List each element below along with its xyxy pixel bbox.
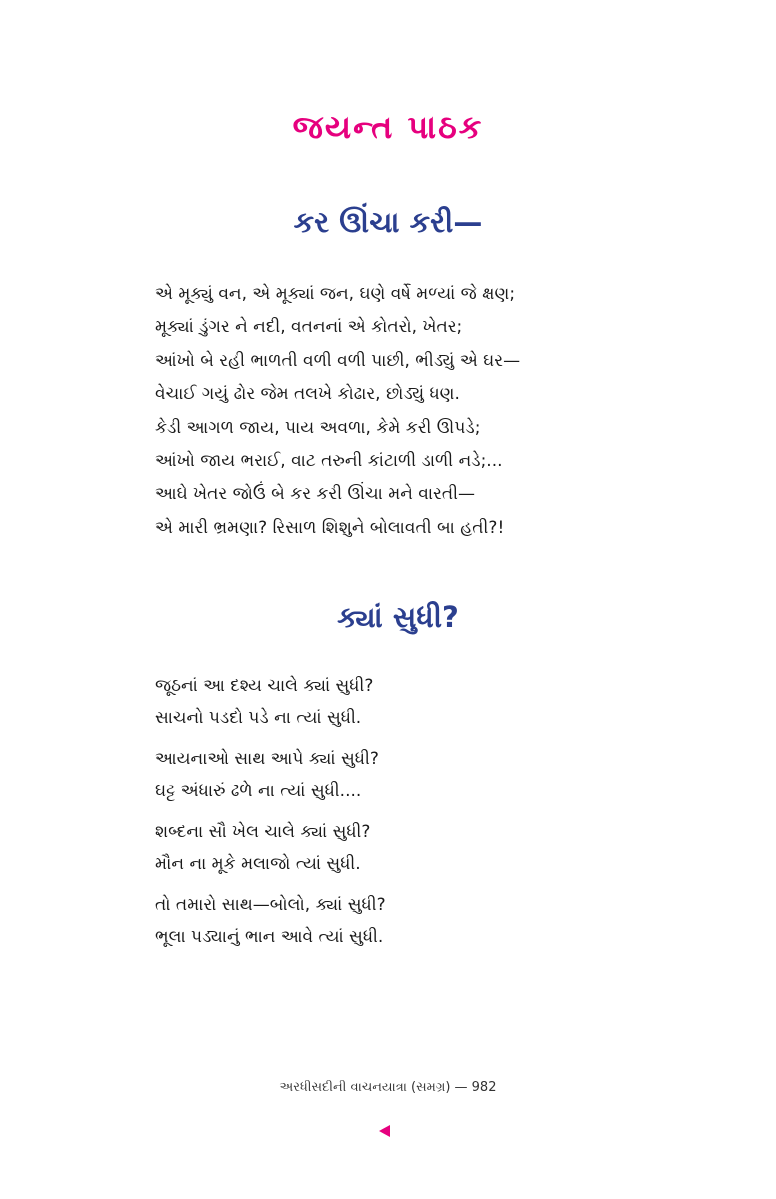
verse-line: વેચાઈ ગયું ઢોર જેમ તલખે કોઢાર, છોડ્યું ધણ. — [155, 384, 460, 405]
verse-line: મૂક્યાં ડુંગર ને નદી, વતનનાં એ કોતરો, ખેતર; — [155, 317, 463, 338]
verse-line: મૌન ના મૂકે મલાજો ત્યાં સુધી. — [155, 853, 361, 874]
verse-line: આંખો બે રહી ભાળતી વળી વળી પાછી, ભીડ્યું એ ઘર— — [155, 350, 521, 371]
poem-verses — [155, 278, 520, 545]
author-name: જયન્ત પાઠક — [292, 108, 484, 146]
stanza — [155, 817, 386, 880]
verse-line: શબ્દના સૌ ખેલ ચાલે ક્યાં સુધી? — [155, 822, 371, 842]
poem-title: ક્યાં સુધી? — [337, 600, 459, 634]
stanza — [155, 890, 386, 953]
stanza — [155, 671, 386, 734]
verse-line: આંખો જાય ભરાઈ, વાટ તરુની કાંટાળી ડાળી નડે;... — [155, 450, 503, 471]
verse-line: તો તમારો સાથ—બોલો, ક્યાં સુધી? — [155, 895, 386, 915]
verse-line: એ મૂક્યું વન, એ મૂક્યાં જન, ઘણે વર્ષે મળ્યાં જે ક્ષણ; — [155, 284, 516, 304]
stanza — [155, 744, 386, 807]
poem-title: કર ઊંચા કરી— — [293, 205, 483, 239]
verse-line: આયનાઓ સાથ આપે ક્યાં સુધી? — [155, 749, 379, 769]
page-footer: અરધીસદીની વાચનયાત્રા (સમગ્ર) — 982 — [279, 1080, 497, 1095]
verse-line: એ મારી ભ્રમણા? રિસાળ શિશુને બોલાવતી બા હતી?! — [155, 517, 505, 538]
verse-line: ભૂલા પડ્યાનું ભાન આવે ત્યાં સુધી. — [155, 926, 384, 947]
verse-line: ઘટ્ટ અંધારું ઢળે ના ત્યાં સુધી.... — [155, 780, 362, 801]
verse-line: જૂઠનાં આ દશ્ય ચાલે ક્યાં સુધી? — [155, 676, 374, 696]
verse-line: સાચનો પડદો પડે ના ત્યાં સુધી. — [155, 707, 362, 728]
previous-page-icon[interactable] — [379, 1125, 390, 1137]
verse-line: કેડી આગળ જાય, પાય અવળા, કેમે કરી ઊપડે; — [155, 417, 481, 438]
poem-stanzas — [155, 671, 386, 963]
verse-line: આઘે ખેતર જોઉં બે કર કરી ઊંચા મને વારતી— — [155, 484, 475, 505]
